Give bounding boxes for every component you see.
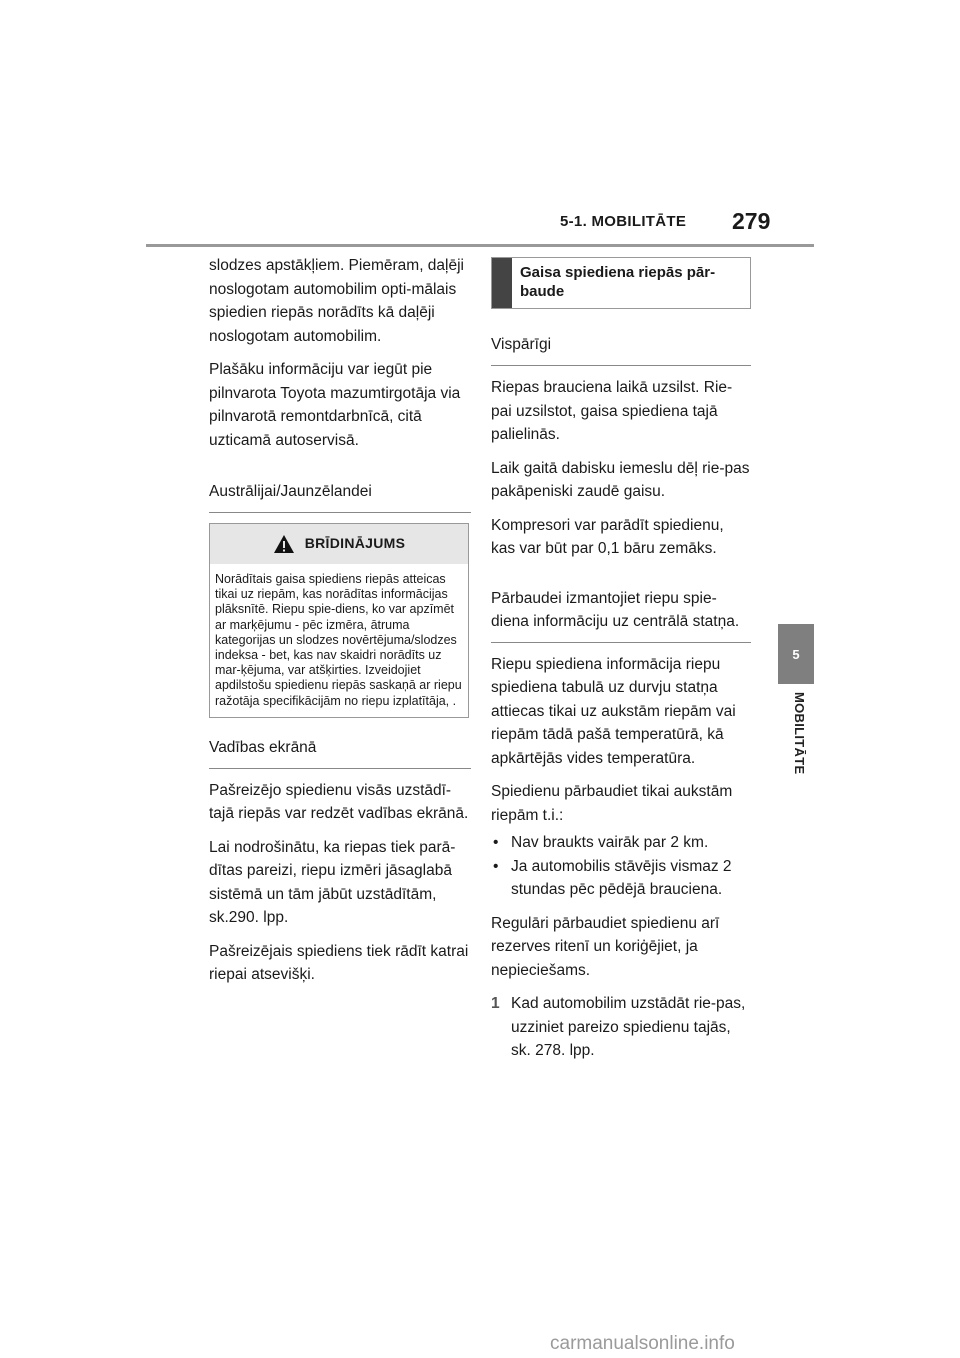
subheading-check-info: Pārbaudei izmantojiet riepu spie-diena informāciju uz centrālā statņa. [491, 581, 751, 643]
subheading-general: Vispārīgi [491, 327, 751, 366]
subheading-australia: Austrālijai/Jaunzēlandei [209, 474, 471, 513]
section-bar [492, 258, 512, 308]
step-number: 1 [491, 995, 500, 1012]
warning-title: BRĪDINĀJUMS [304, 535, 406, 552]
chapter-tab [778, 624, 814, 684]
section-title: Gaisa spiediena riepās pār-baude [520, 264, 716, 300]
paragraph: Pašreizējais spiediens tiek rādīt katrai riepai atsevišķi. [209, 942, 469, 984]
paragraph: Spiedienu pārbaudiet tikai aukstām riepām t.i.: [491, 783, 733, 824]
step-text: Kad automobilim uzstādāt rie-pas, uzziniet pareizo spiedienu tajās, sk. 278. lpp. [511, 995, 746, 1059]
bullet-list [491, 831, 751, 902]
header-section-title: 5-1. MOBILITĀTE [560, 213, 687, 230]
paragraph: Laik gaitā dabisku iemeslu dēļ rie-pas pakāpeniski zaudē gaisu. [491, 459, 750, 500]
header-divider [146, 244, 814, 247]
watermark: carmanualsonline.info [550, 1333, 735, 1354]
warning-text: Norādītais gaisa spiediens riepās atteicas tikai uz riepām, kas norādītas informācijas plāksnītē. Riepu spie-diens, ko var apzīmēt ar marķējumu - pēc izmēra, ātruma kategorijas un slodzes novērtējuma/slodzes indeksa - bet, kas nav skaidri norādīts uz mar-ķējuma, var atšķirties. Izveidojiet apdilstošu spiedienu riepās saskaņā ar riepu ražotāja specifikācijām no riepu izplatītāja, . [215, 572, 462, 708]
chapter-number: 5 [792, 646, 800, 662]
paragraph: Riepu spiediena informācija riepu spiediena tabulā uz durvju statņa attiecas tikai uz aukstām riepām vai riepām tādā pašā temperatūrā, kā apkārtējās vides temperatūra. [491, 655, 736, 767]
paragraph: Plašāku informāciju var iegūt pie pilnvarota Toyota mazumtirgotāja via pilnvarotā remontdarbnīcā, citā uzticamā autoservisā. [209, 361, 461, 449]
subheading-control-display: Vadības ekrānā [209, 730, 471, 769]
chapter-label: MOBILITĀTE [792, 692, 807, 775]
list-item: • Ja automobilis stāvējis vismaz 2 stundas pēc pēdējā brauciena. [491, 855, 751, 902]
page-number: 279 [732, 208, 771, 234]
paragraph: Kompresori var parādīt spiedienu, kas var būt par 0,1 bāru zemāks. [491, 516, 724, 557]
warning-triangle-icon [273, 534, 295, 554]
list-item: • Nav braukts vairāk par 2 km. [491, 831, 751, 855]
paragraph: slodzes apstākļiem. Piemēram, daļēji noslogotam automobilim opti-mālais spiedien riepās norādīts kā daļēji noslogotam automobilim. [209, 257, 464, 345]
right-column [491, 257, 751, 1063]
paragraph: Pašreizējo spiedienu visās uzstādī-tajā riepās var redzēt vadības ekrānā. [209, 781, 469, 823]
section-title-box [491, 257, 751, 309]
warning-header [210, 524, 468, 564]
paragraph: Lai nodrošinātu, ka riepas tiek parā-dītas pareizi, riepu izmēri jāsaglabā sistēmā un tām jābūt uzstādītām, sk.290. lpp. [209, 838, 456, 927]
warning-box [209, 523, 469, 718]
paragraph: Regulāri pārbaudiet spiedienu arī rezerves ritenī un koriģējiet, ja nepieciešams. [491, 914, 720, 979]
step-item [491, 992, 751, 1063]
paragraph: Riepas brauciena laikā uzsilst. Rie-pai uzsilstot, gaisa spiediena tajā palielinās. [491, 379, 733, 443]
left-column [209, 254, 471, 997]
